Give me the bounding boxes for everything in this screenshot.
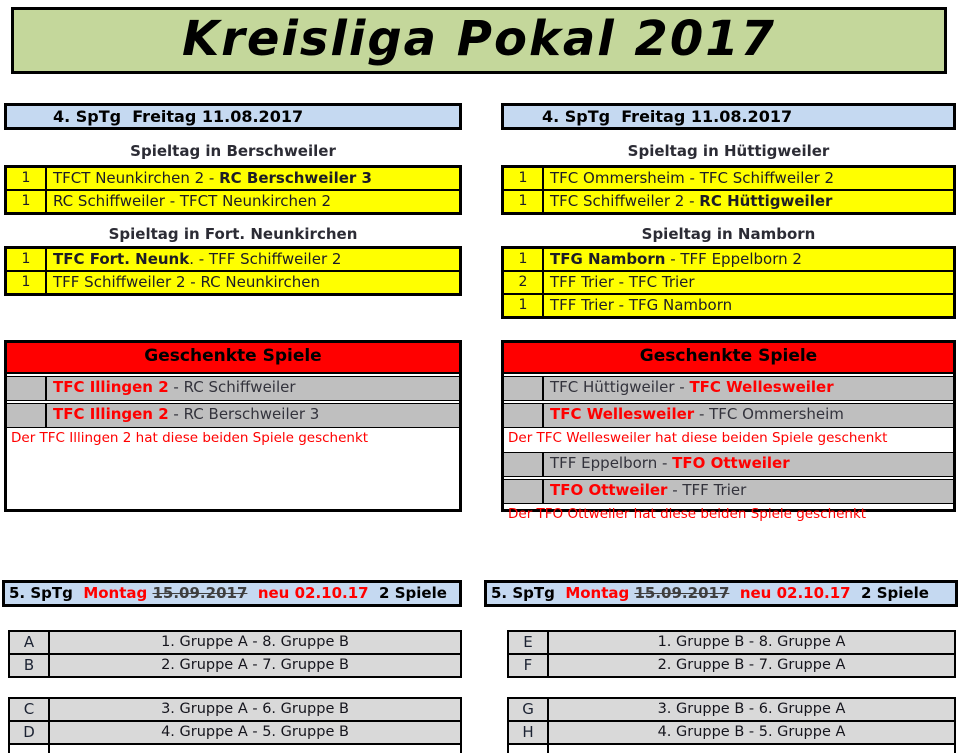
match-count: 1 bbox=[504, 249, 544, 270]
match-teams bbox=[544, 377, 953, 400]
match-row bbox=[7, 191, 459, 212]
gifting-team: TFO Ottweiler bbox=[672, 454, 790, 472]
match-teams bbox=[47, 272, 459, 293]
group-match: 4. Gruppe B - 5. Gruppe A bbox=[657, 724, 846, 740]
team-text: TFF Trier - TFC Trier bbox=[550, 273, 695, 291]
match-count: 1 bbox=[7, 168, 47, 189]
match-teams bbox=[544, 249, 953, 270]
match-table-huettigweiler bbox=[501, 165, 956, 215]
gift-games-header: Geschenkte Spiele bbox=[7, 343, 459, 374]
group-match: 3. Gruppe B - 6. Gruppe A bbox=[657, 701, 846, 717]
group-row bbox=[509, 722, 954, 743]
match-teams bbox=[47, 249, 459, 270]
match-teams bbox=[47, 377, 459, 400]
gift-row bbox=[504, 452, 953, 477]
gifting-team: TFC Illingen 2 bbox=[53, 405, 169, 423]
team-text: TFC Ommersheim - TFC Schiffweiler 2 bbox=[550, 169, 835, 187]
group-letter: A bbox=[10, 632, 50, 653]
match-count: 1 bbox=[504, 168, 544, 189]
matchday4-header-left: 4. SpTg Freitag 11.08.2017 bbox=[4, 103, 462, 130]
match-teams bbox=[544, 453, 953, 476]
gift-games-header: Geschenkte Spiele bbox=[504, 343, 953, 374]
team-text: TFF Schiffweiler 2 - RC Neunkirchen bbox=[53, 273, 321, 291]
match-row bbox=[7, 168, 459, 191]
gift-games-box-left bbox=[4, 340, 462, 512]
matchday5-label: 5. SpTg bbox=[491, 584, 566, 602]
match-teams bbox=[544, 272, 953, 293]
match-count: 1 bbox=[7, 191, 47, 212]
match-teams bbox=[47, 191, 459, 212]
gift-note: Der TFC Wellesweiler hat diese beiden Spiele geschenkt bbox=[508, 430, 888, 446]
team-text-bold: RC Berschweiler 3 bbox=[219, 169, 372, 187]
team-text: TFF Trier - TFG Namborn bbox=[550, 296, 733, 314]
group-row bbox=[10, 722, 460, 743]
team-text: - TFF Trier bbox=[667, 481, 747, 499]
gift-count-empty bbox=[7, 404, 47, 427]
date-strikethrough: 15.09.2017 bbox=[634, 584, 730, 602]
team-text: TFC Schiffweiler 2 - bbox=[550, 192, 700, 210]
gift-games-box-right bbox=[501, 340, 956, 522]
team-text: TFC Hüttigweiler - bbox=[550, 378, 690, 396]
matchday5-new-date: neu 02.10.17 bbox=[247, 584, 369, 602]
match-teams bbox=[544, 404, 953, 427]
section-heading-fort-neunkirchen: Spieltag in Fort. Neunkirchen bbox=[108, 225, 358, 243]
group-match: 2. Gruppe B - 7. Gruppe A bbox=[657, 657, 846, 673]
section-heading-namborn: Spieltag in Namborn bbox=[641, 225, 816, 243]
group-letter: G bbox=[509, 699, 549, 720]
gift-row bbox=[7, 403, 459, 428]
group-table-ef bbox=[507, 630, 956, 678]
match-count: 1 bbox=[7, 249, 47, 270]
cutoff-row-stub bbox=[8, 745, 462, 753]
gift-row bbox=[504, 376, 953, 401]
section-heading-huettigweiler: Spieltag in Hüttigweiler bbox=[627, 142, 830, 160]
team-text: - RC Schiffweiler bbox=[168, 378, 296, 396]
match-row bbox=[504, 168, 953, 191]
group-match: 3. Gruppe A - 6. Gruppe B bbox=[161, 701, 349, 717]
gift-count-empty bbox=[504, 453, 544, 476]
gift-count-empty bbox=[504, 404, 544, 427]
team-text: - RC Berschweiler 3 bbox=[168, 405, 320, 423]
group-letter: F bbox=[509, 655, 549, 676]
gifting-team: TFO Ottweiler bbox=[550, 481, 668, 499]
team-text: - TFC Ommersheim bbox=[694, 405, 844, 423]
gift-count-empty bbox=[7, 377, 47, 400]
match-teams bbox=[47, 404, 459, 427]
gifting-team: TFC Wellesweiler bbox=[550, 405, 695, 423]
group-table-ab bbox=[8, 630, 462, 678]
matchday5-games: 2 Spiele bbox=[850, 584, 929, 602]
match-row bbox=[504, 191, 953, 212]
group-letter: H bbox=[509, 722, 549, 743]
match-teams bbox=[47, 168, 459, 189]
match-table-fort-neunkirchen bbox=[4, 246, 462, 296]
match-table-berschweiler bbox=[4, 165, 462, 215]
match-teams bbox=[544, 191, 953, 212]
match-row bbox=[504, 272, 953, 295]
cutoff-row-stub bbox=[507, 745, 956, 753]
gift-row bbox=[7, 376, 459, 401]
group-letter: D bbox=[10, 722, 50, 743]
group-table-gh bbox=[507, 697, 956, 745]
match-count: 1 bbox=[504, 191, 544, 212]
title-banner: Kreisliga Pokal 2017 bbox=[11, 7, 947, 74]
matchday5-new-date: neu 02.10.17 bbox=[729, 584, 851, 602]
gift-count-empty bbox=[504, 480, 544, 503]
empty-area bbox=[7, 450, 459, 509]
group-match: 1. Gruppe A - 8. Gruppe B bbox=[161, 634, 349, 650]
team-text: . - TFF Schiffweiler 2 bbox=[189, 250, 342, 268]
gifting-team: TFC Illingen 2 bbox=[53, 378, 169, 396]
gifting-team: TFC Wellesweiler bbox=[689, 378, 834, 396]
match-table-namborn bbox=[501, 246, 956, 319]
team-text: TFF Eppelborn - bbox=[550, 454, 673, 472]
team-text: TFCT Neunkirchen 2 - bbox=[53, 169, 220, 187]
gift-count-empty bbox=[504, 377, 544, 400]
group-row bbox=[509, 655, 954, 676]
matchday5-label: 5. SpTg bbox=[9, 584, 84, 602]
match-row bbox=[504, 249, 953, 272]
team-text-bold: RC Hüttigweiler bbox=[699, 192, 833, 210]
group-row bbox=[10, 699, 460, 722]
group-letter: C bbox=[10, 699, 50, 720]
group-row bbox=[10, 632, 460, 655]
matchday5-header-right bbox=[484, 580, 958, 607]
section-heading-berschweiler: Spieltag in Berschweiler bbox=[130, 142, 336, 160]
matchday5-day: Montag bbox=[565, 584, 635, 602]
match-count: 1 bbox=[504, 295, 544, 316]
match-teams bbox=[544, 480, 953, 503]
matchday5-header-left bbox=[2, 580, 462, 607]
group-letter: E bbox=[509, 632, 549, 653]
group-row bbox=[10, 655, 460, 676]
group-match: 2. Gruppe A - 7. Gruppe B bbox=[161, 657, 349, 673]
team-text-bold: TFC Fort. Neunk bbox=[53, 250, 190, 268]
gift-note: Der TFC Illingen 2 hat diese beiden Spiele geschenkt bbox=[11, 430, 369, 446]
group-match: 4. Gruppe A - 5. Gruppe B bbox=[161, 724, 349, 740]
gift-note: Der TFO Ottweiler hat diese beiden Spiele geschenkt bbox=[508, 506, 867, 522]
group-row bbox=[509, 699, 954, 722]
team-text-bold: TFG Namborn bbox=[550, 250, 666, 268]
match-row bbox=[7, 249, 459, 272]
gift-row bbox=[504, 479, 953, 504]
match-teams bbox=[544, 168, 953, 189]
match-row bbox=[504, 295, 953, 316]
group-match: 1. Gruppe B - 8. Gruppe A bbox=[657, 634, 846, 650]
matchday4-header-right: 4. SpTg Freitag 11.08.2017 bbox=[501, 103, 956, 130]
group-row bbox=[509, 632, 954, 655]
match-count: 1 bbox=[7, 272, 47, 293]
date-strikethrough: 15.09.2017 bbox=[152, 584, 248, 602]
group-letter: B bbox=[10, 655, 50, 676]
match-count: 2 bbox=[504, 272, 544, 293]
team-text: - TFF Eppelborn 2 bbox=[665, 250, 802, 268]
group-table-cd bbox=[8, 697, 462, 745]
match-teams bbox=[544, 295, 953, 316]
match-row bbox=[7, 272, 459, 293]
matchday5-games: 2 Spiele bbox=[368, 584, 447, 602]
team-text: RC Schiffweiler - TFCT Neunkirchen 2 bbox=[53, 192, 332, 210]
gift-row bbox=[504, 403, 953, 428]
matchday5-day: Montag bbox=[83, 584, 153, 602]
